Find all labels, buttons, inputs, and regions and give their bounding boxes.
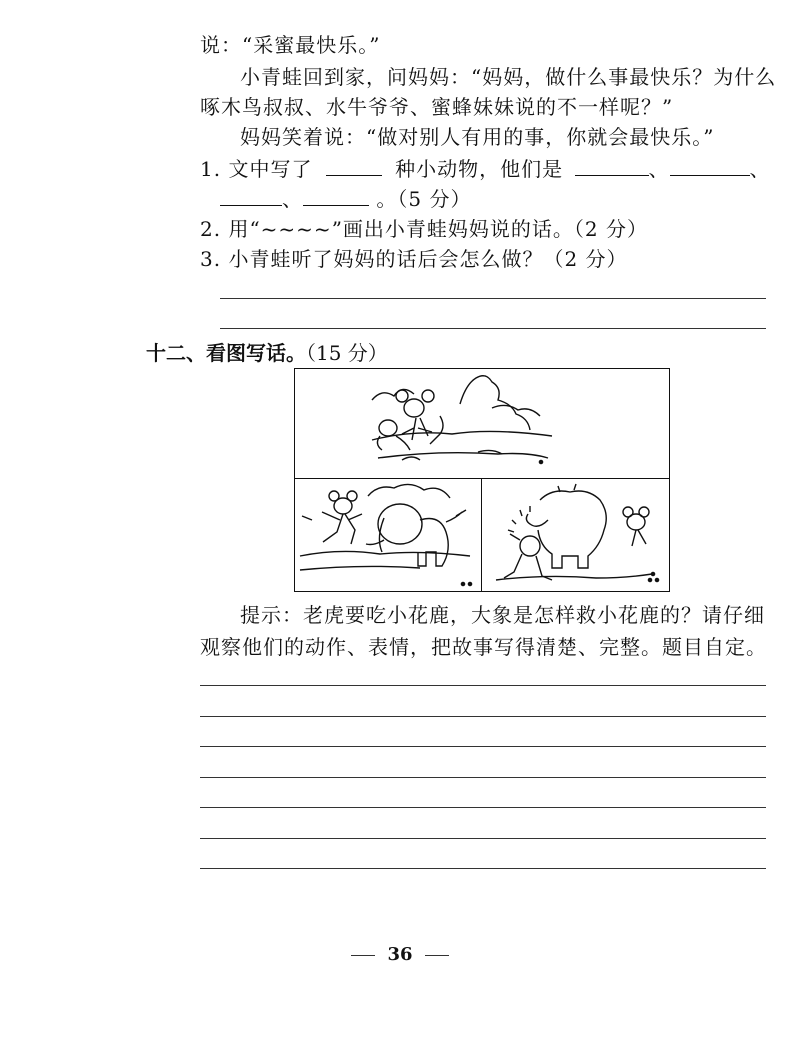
question-1-prefix: 1. 文中写了 (200, 157, 313, 181)
separator: 、 (749, 157, 771, 181)
passage-line-1: 说：“采蜜最快乐。” (200, 33, 381, 57)
writing-line[interactable] (200, 777, 766, 778)
page-number-value: 36 (387, 944, 413, 965)
separator: 、 (282, 187, 303, 211)
section-12-title: 十二、看图写话。 (146, 341, 306, 365)
writing-line[interactable] (200, 746, 766, 747)
question-1-end: 。（5 分） (376, 187, 472, 211)
passage-line-2: 小青蛙回到家，问妈妈：“妈妈，做什么事最快乐？为什么 (240, 65, 777, 89)
hint-line-2: 观察他们的动作、表情，把故事写得清楚、完整。题目自定。 (200, 635, 767, 659)
question-2: 2. 用“~~~~”画出小青蛙妈妈说的话。（2 分） (200, 217, 649, 241)
writing-line[interactable] (200, 868, 766, 869)
page-number-dash (351, 955, 375, 956)
writing-line[interactable] (200, 685, 766, 686)
passage-line-3: 啄木鸟叔叔、水牛爷爷、蜜蜂妹妹说的不一样呢？” (200, 95, 674, 119)
page-number (0, 944, 800, 965)
writing-line[interactable] (200, 807, 766, 808)
question-3: 3. 小青蛙听了妈妈的话后会怎么做？（2 分） (200, 247, 628, 271)
writing-line[interactable] (200, 838, 766, 839)
separator: 、 (648, 157, 670, 181)
page-number-dash (425, 955, 449, 956)
question-1-middle: 种小动物，他们是 (395, 157, 564, 181)
hint-line-1: 提示：老虎要吃小花鹿，大象是怎样救小花鹿的？请仔细 (240, 603, 765, 627)
passage-line-4: 妈妈笑着说：“做对别人有用的事，你就会最快乐。” (240, 125, 715, 149)
writing-line[interactable] (200, 716, 766, 717)
section-12-score: （15 分） (306, 341, 388, 365)
